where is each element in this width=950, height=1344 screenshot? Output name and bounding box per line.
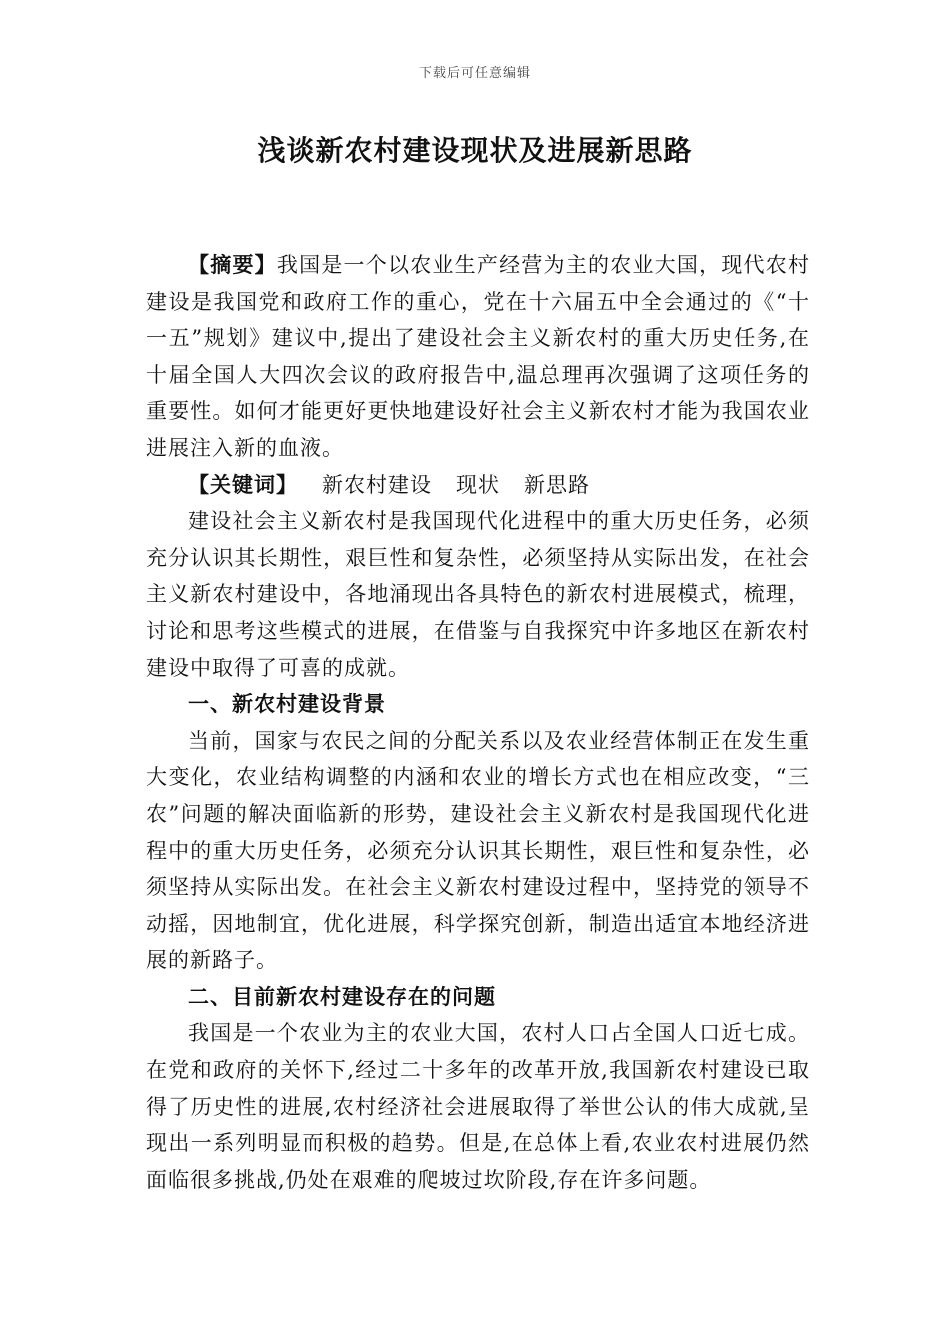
section2-heading: 二、目前新农村建设存在的问题 [188, 983, 496, 1009]
abstract-paragraph [146, 247, 810, 467]
document-body [146, 247, 810, 1198]
keyword-item: 新农村建设 [322, 472, 432, 497]
keyword-item: 新思路 [524, 472, 590, 497]
document-title: 浅谈新农村建设现状及进展新思路 [257, 134, 693, 167]
page-header-note: 下载后可任意编辑 [418, 66, 531, 81]
keyword-item: 现状 [456, 472, 500, 497]
abstract-label: 【摘要】 [188, 252, 277, 277]
section2-paragraph: 我国是一个农业为主的农业大国，农村人口占全国人口近七成。在党和政府的关怀下,经过二十多年的改革开放,我国新农村建设已取得了历史性的进展,农村经济社会进展取得了举世公认的伟大成就,呈现出一系列明显而积极的趋势。但是,在总体上看,农业农村进展仍然面临很多挑战,仍处在艰难的爬坡过坎阶段,存在许多问题。 [146, 1021, 810, 1192]
keywords-paragraph [146, 467, 810, 504]
intro-paragraph: 建设社会主义新农村是我国现代化进程中的重大历史任务，必须充分认识其长期性，艰巨性和复杂性，必须坚持从实际出发，在社会主义新农村建设中，各地涌现出各具特色的新农村进展模式，梳理，讨论和思考这些模式的进展，在借鉴与自我探究中许多地区在新农村建设中取得了可喜的成就。 [146, 509, 810, 680]
abstract-text: 我国是一个以农业生产经营为主的农业大国，现代农村建设是我国党和政府工作的重心，党在十六届五中全会通过的《“十一五”规划》建议中,提出了建设社会主义新农村的重大历史任务,在十届全国人大四次会议的政府报告中,温总理再次强调了这项任务的重要性。如何才能更好更快地建设好社会主义新农村才能为我国农业进展注入新的血液。 [146, 253, 810, 460]
section1-paragraph: 当前，国家与农民之间的分配关系以及农业经营体制正在发生重大变化，农业结构调整的内涵和农业的增长方式也在相应改变，“三农”问题的解决面临新的形势，建设社会主义新农村是我国现代化进程中的重大历史任务，必须充分认识其长期性，艰巨性和复杂性，必须坚持从实际出发。在社会主义新农村建设过程中，坚持党的领导不动摇，因地制宜，优化进展，科学探究创新，制造出适宜本地经济进展的新路子。 [146, 728, 810, 973]
section1-heading: 一、新农村建设背景 [188, 691, 386, 717]
keywords-label: 【关键词】 [188, 471, 298, 497]
